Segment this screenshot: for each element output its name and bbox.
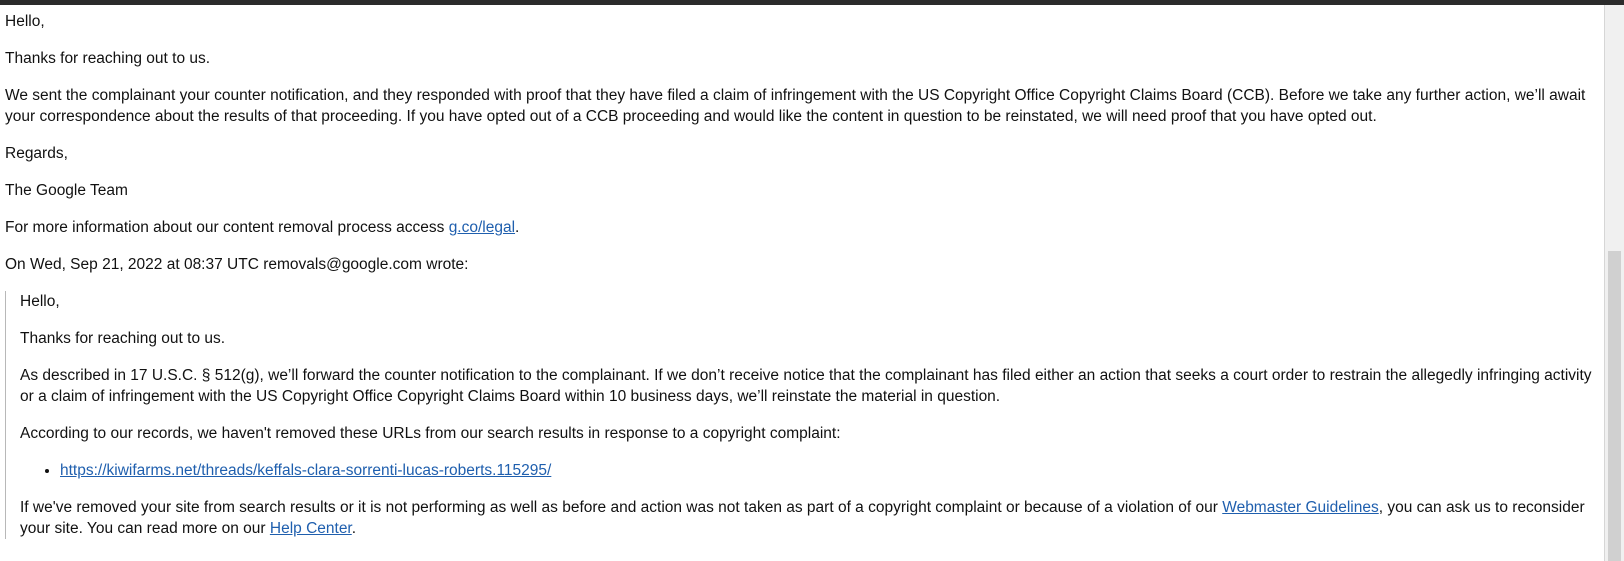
reply-info-suffix: . (515, 219, 520, 236)
url-list-item (60, 460, 1600, 481)
scrollbar-thumb[interactable] (1608, 251, 1621, 561)
webmaster-guidelines-link[interactable]: Webmaster Guidelines (1222, 499, 1379, 516)
vertical-scrollbar[interactable] (1604, 5, 1624, 561)
quoted-reconsider-part2: , you can ask us to reconsider your site. You can read more on our (20, 499, 1585, 537)
help-center-link[interactable]: Help Center (269, 520, 352, 537)
quoted-reconsider-part3: . (351, 520, 357, 537)
reply-signature: The Google Team (5, 182, 128, 199)
legal-link[interactable]: g.co/legal (448, 219, 516, 236)
quote-attribution: On Wed, Sep 21, 2022 at 08:37 UTC removals@google.com wrote: (5, 256, 469, 273)
quoted-message (5, 291, 1600, 539)
reply-greeting: Hello, (5, 13, 45, 30)
reply-thanks: Thanks for reaching out to us. (5, 50, 211, 67)
email-content (5, 11, 1595, 555)
reply-body: We sent the complainant your counter notification, and they responded with proof that they have filed a claim of infringement with the US Copyright Office Copyright Claims Board (CCB). Before we take any further action, we’ll await your correspondence about the results of that proceeding. If you have opted out of a CCB proceeding and would like the content in question to be reinstated, we will need proof that you have opted out. (5, 87, 1586, 125)
quoted-body: As described in 17 U.S.C. § 512(g), we’ll forward the counter notification to the complainant. If we don’t receive notice that the complainant has filed either an action that seeks a court order to restrain the allegedly infringing activity or a claim of infringement with the US Copyright Office Copyright Claims Board within 10 business days, we’ll reinstate the material in question. (20, 367, 1592, 405)
reply-info-prefix: For more information about our content removal process access (5, 219, 449, 236)
quoted-reconsider-part1: If we've removed your site from search results or it is not performing as well as before and action was not taken as part of a copyright complaint or because of a violation of our (20, 499, 1223, 516)
reply-regards: Regards, (5, 145, 68, 162)
quoted-records: According to our records, we haven't removed these URLs from our search results in response to a copyright complaint: (20, 425, 841, 442)
kiwifarms-thread-link[interactable]: https://kiwifarms.net/threads/keffals-clara-sorrenti-lucas-roberts.115295/ (60, 462, 552, 479)
url-list (20, 460, 1600, 481)
quoted-reconsider (20, 497, 1600, 539)
email-body (0, 5, 1604, 561)
quoted-thanks: Thanks for reaching out to us. (20, 330, 226, 347)
quoted-greeting: Hello, (20, 293, 60, 310)
reply-info (5, 217, 1595, 238)
